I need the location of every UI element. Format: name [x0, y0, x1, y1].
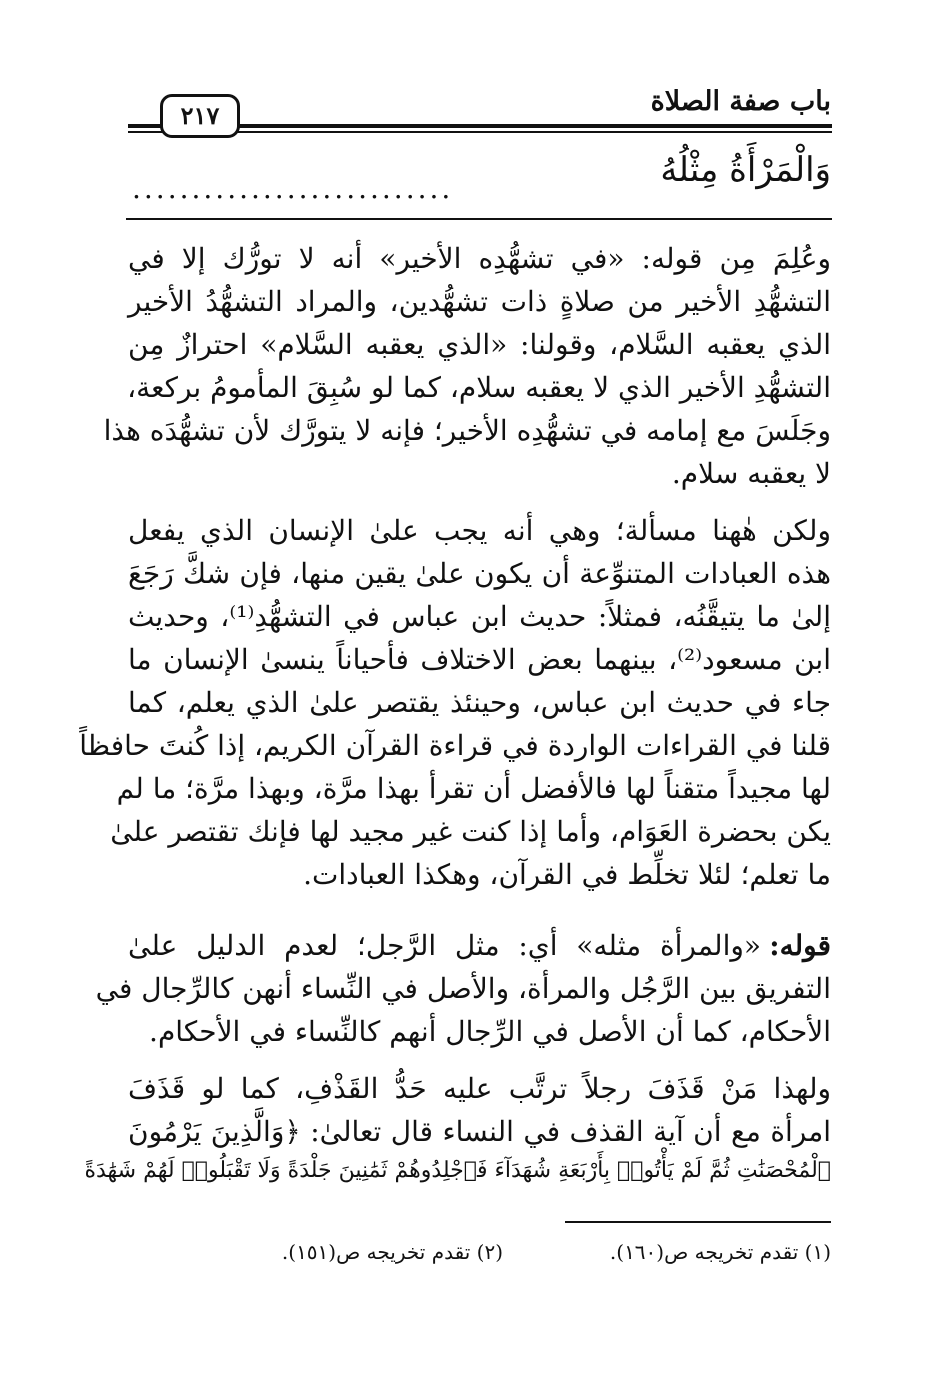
body-line: قلنا في القراءات الواردة في قراءة القرآن الكريم، إذا كُنتَ حافظاً — [79, 729, 831, 762]
body-line: ما تعلم؛ لئلا تخلِّط في القرآن، وهكذا العبادات. — [303, 858, 831, 891]
qawluh-label: قوله: — [769, 929, 831, 962]
body-line: وجَلَسَ مع إمامه في تشهُّدِه الأخير؛ فإنه لا يتورَّك لأن تشهُّدَه هذا — [103, 414, 831, 447]
body-line: ولكن هٰهنا مسألة؛ وهي أنه يجب علىٰ الإنسان الذي يفعل — [128, 514, 831, 547]
body-line: وعُلِمَ مِن قوله: «في تشهُّدِه الأخير» أنه لا تورُّك إلا في — [128, 242, 831, 275]
body-line: «والمرأة مثله» أي: مثل الرَّجل؛ لعدم الدليل علىٰ — [128, 929, 761, 962]
body-line: يكن بحضرة العَوَام، وأما إذا كنت غير مجيد لها فإنك تقتصر علىٰ — [110, 815, 831, 848]
body-line: الأحكام، كما أن الأصل في الرِّجال أنهم كالنِّساء في الأحكام. — [149, 1015, 831, 1048]
body-line: الذي يعقبه السَّلام، وقولنا: «الذي يعقبه السَّلام» احترازٌ مِن — [128, 328, 831, 361]
body-line: جاء في حديث ابن عباس، وحينئذ يقتصر علىٰ الذي يعلم، كما — [128, 686, 831, 719]
quran-verse-line: ٱلْمُحْصَنَٰتِ ثُمَّ لَمْ يَأْتُوا۟ بِأَرْبَعَةِ شُهَدَآءَ فَٱجْلِدُوهُمْ ثَمَٰنِينَ جَلْدَةً وَلَا تَقْبَلُوا۟ لَهُمْ شَهَٰدَةً — [84, 1158, 831, 1183]
body-line: امرأة مع أن آية القذف في النساء قال تعالىٰ: ﴿وَالَّذِينَ يَرْمُونَ — [128, 1115, 831, 1148]
body-line: إلىٰ ما يتيقَّنُه، فمثلاً: حديث ابن عباس في التشهُّدِ⁽¹⁾، وحديث — [128, 600, 831, 633]
page-number-box: ٢١٧ — [160, 94, 240, 138]
body-line: التفريق بين الرَّجُل والمرأة، والأصل في النِّساء أنهن كالرِّجال في — [95, 972, 831, 1005]
footnote-separator — [565, 1221, 831, 1223]
body-line: لها مجيداً متقناً لها فالأفضل أن تقرأ بهذا مرَّة، وبهذا مرَّة؛ ما لم — [116, 772, 831, 805]
matn-dots: ........................... — [132, 172, 454, 205]
body-line: التشهُّدِ الأخير الذي لا يعقبه سلام، كما لو سُبِقَ المأمومُ بركعة، — [127, 371, 831, 404]
body-line: ابن مسعود⁽²⁾، بينهما بعض الاختلاف فأحياناً ينسىٰ الإنسان ما — [128, 643, 831, 676]
footnote-2: (٢) تقدم تخريجه ص(١٥١). — [281, 1240, 503, 1264]
body-line: لا يعقبه سلام. — [671, 457, 831, 490]
body-line: ولهذا مَنْ قَذَفَ رجلاً ترتَّب عليه حَدُّ القَذْفِ، كما لو قَذَفَ — [128, 1072, 831, 1105]
matn-separator — [126, 218, 832, 220]
matn-text: وَالْمَرْأَةُ مِثْلُهُ — [660, 150, 831, 190]
body-line: التشهُّدِ الأخير من صلاةٍ ذات تشهُّدين، والمراد التشهُّدُ الأخير — [128, 285, 831, 318]
chapter-title: باب صفة الصلاة — [650, 86, 831, 117]
footnote-1: (١) تقدم تخريجه ص(١٦٠). — [609, 1240, 831, 1264]
body-line: هذه العبادات المتنوِّعة أن يكون علىٰ يقين منها، فإن شكَّ رَجَعَ — [128, 557, 831, 590]
